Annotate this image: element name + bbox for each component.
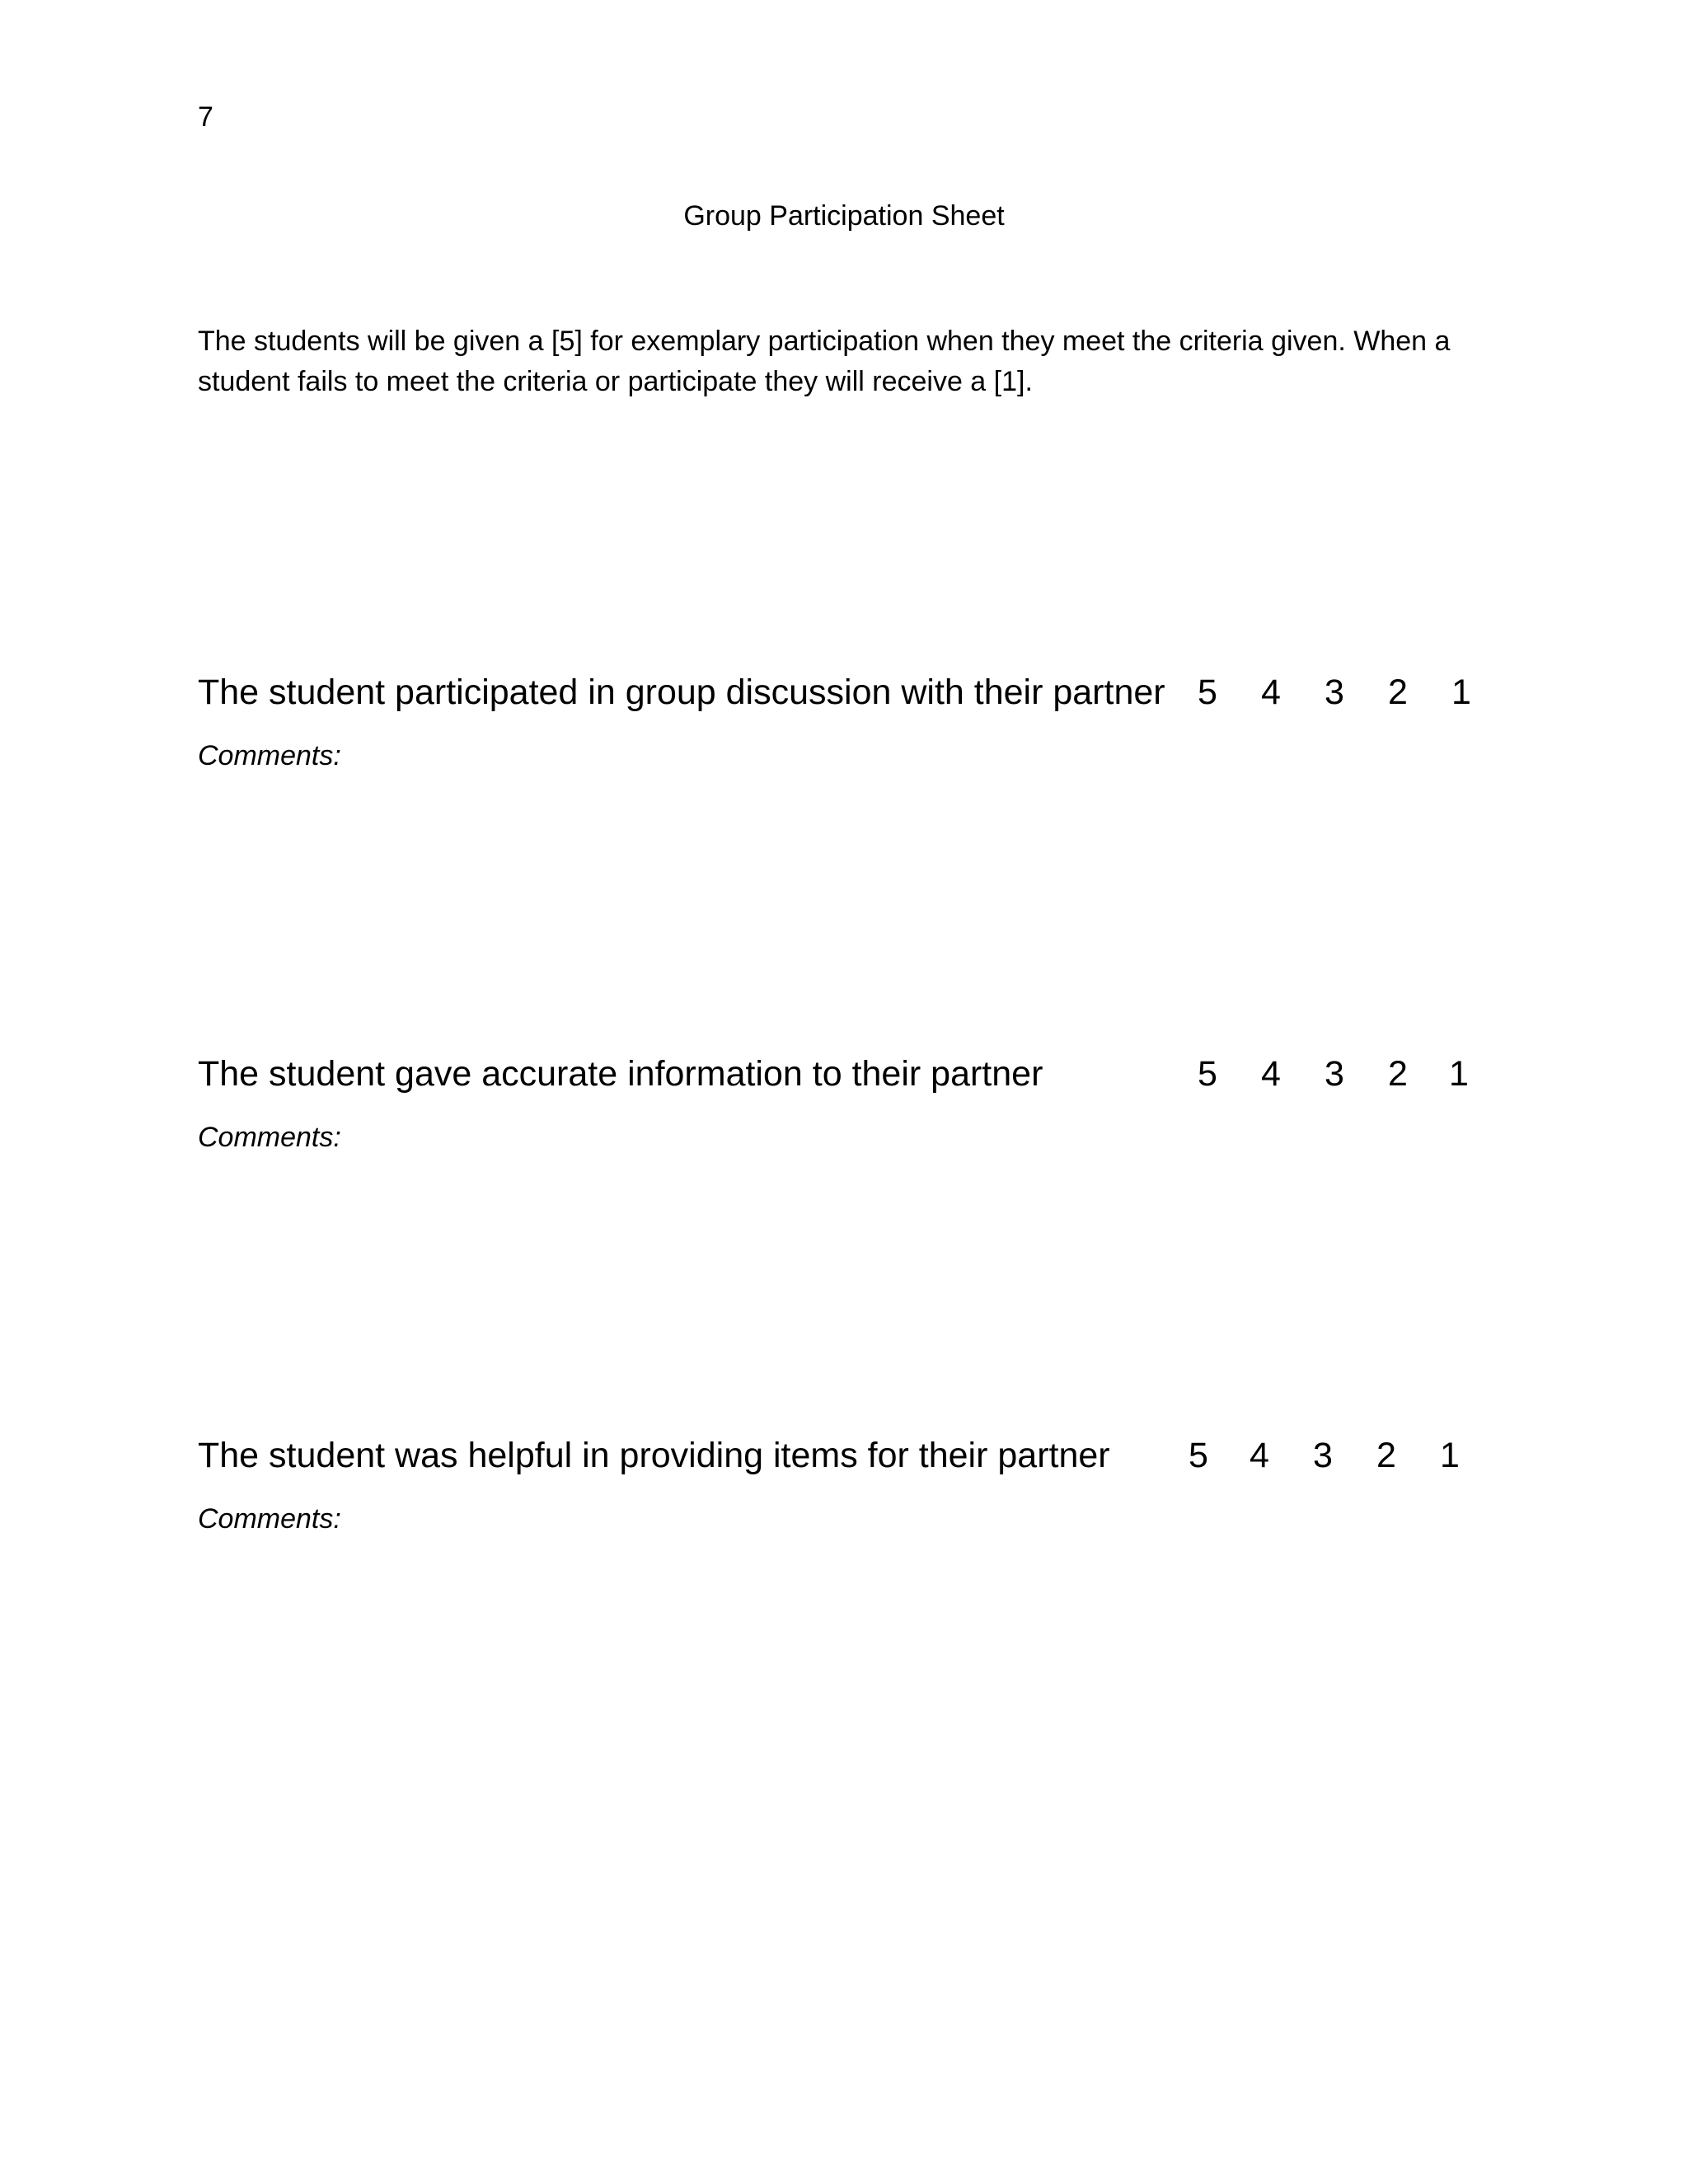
comments-label: Comments: — [198, 1503, 341, 1535]
rating-option-2[interactable]: 2 — [1388, 673, 1408, 712]
rating-item-1 — [198, 663, 1484, 771]
rating-option-4[interactable]: 4 — [1261, 673, 1281, 712]
rating-item-3 — [198, 1427, 1484, 1535]
comments-label: Comments: — [198, 1122, 341, 1153]
rating-row — [198, 1045, 1484, 1103]
rating-item-2 — [198, 1045, 1484, 1153]
rating-row — [198, 1427, 1484, 1484]
rating-option-2[interactable]: 2 — [1388, 1054, 1408, 1094]
rating-option-2[interactable]: 2 — [1376, 1436, 1396, 1475]
rating-option-1[interactable]: 1 — [1440, 1436, 1460, 1475]
rating-option-5[interactable]: 5 — [1189, 1436, 1208, 1475]
comments-label: Comments: — [198, 740, 341, 771]
page-number: 7 — [198, 101, 213, 133]
intro-paragraph: The students will be given a [5] for exemplary participation when they meet the criteria given. When a student fails to meet the criteria or participate they will receive a [1]. — [198, 326, 1451, 397]
rating-statement: The student gave accurate information to their partner — [198, 1054, 1043, 1094]
rating-option-3[interactable]: 3 — [1325, 673, 1344, 712]
rating-option-5[interactable]: 5 — [1198, 1054, 1217, 1094]
page-title: Group Participation Sheet — [683, 200, 1005, 232]
rating-option-1[interactable]: 1 — [1451, 673, 1471, 712]
rating-statement: The student was helpful in providing items for their partner — [198, 1436, 1110, 1475]
rating-option-4[interactable]: 4 — [1250, 1436, 1269, 1475]
rating-option-4[interactable]: 4 — [1261, 1054, 1281, 1094]
rating-row — [198, 663, 1484, 721]
rating-option-1[interactable]: 1 — [1449, 1054, 1469, 1094]
rating-statement: The student participated in group discussion with their partner — [198, 673, 1165, 712]
rating-option-3[interactable]: 3 — [1325, 1054, 1344, 1094]
rating-option-3[interactable]: 3 — [1313, 1436, 1333, 1475]
rating-option-5[interactable]: 5 — [1198, 673, 1217, 712]
